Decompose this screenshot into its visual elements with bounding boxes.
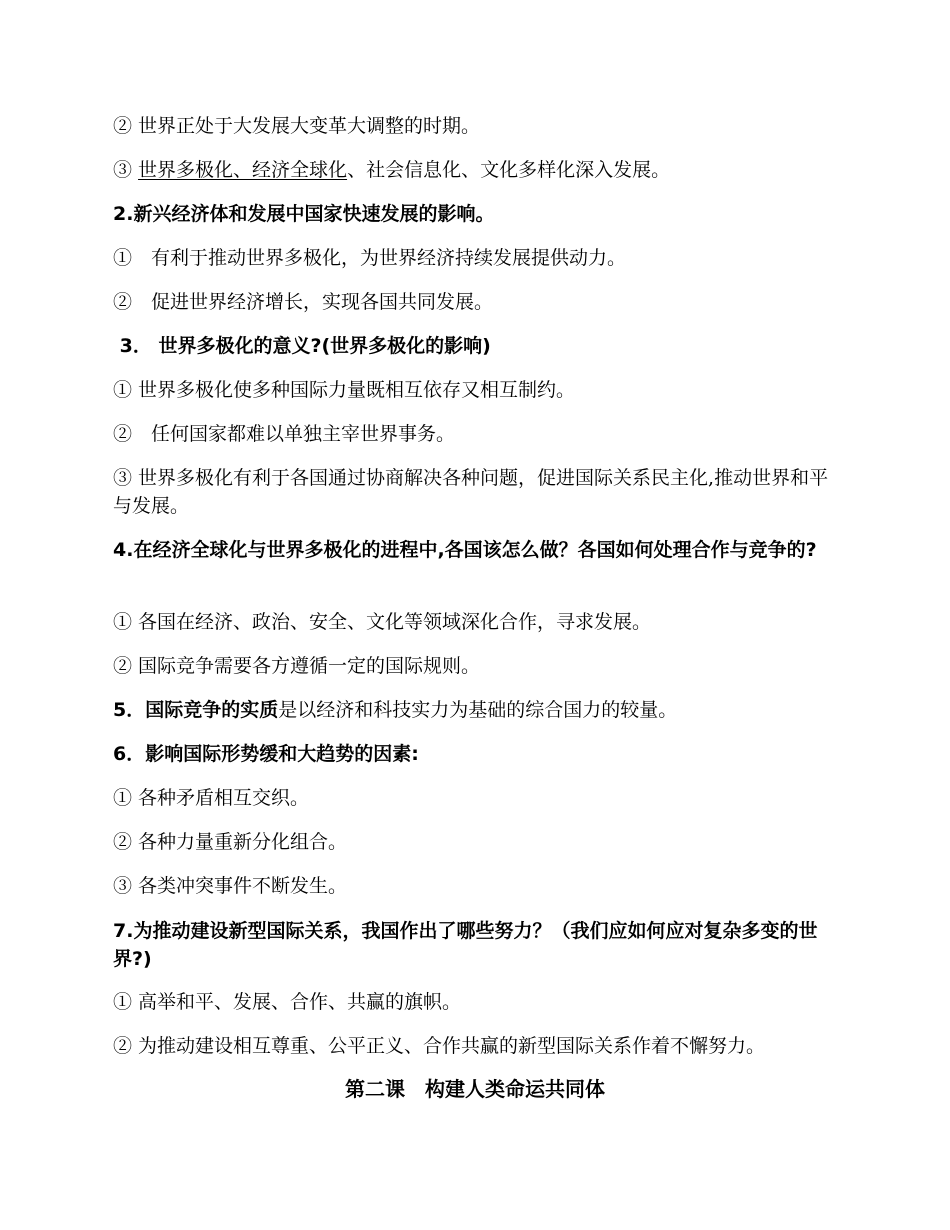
q6-item-3: ③ 各类冲突事件不断发生。 — [113, 875, 348, 897]
lesson-title: 第二课 构建人类命运共同体 — [345, 1077, 605, 1101]
q5-heading: 5．国际竞争的实质 — [113, 699, 279, 721]
intro-point-3-underlined: 世界多极化、经济全球化 — [138, 159, 348, 181]
intro-point-3-marker: ③ — [113, 159, 139, 181]
q4-item-2: ② 国际竞争需要各方遵循一定的国际规则。 — [113, 655, 481, 677]
q5-answer: 是以经济和科技实力为基础的综合国力的较量。 — [278, 699, 678, 721]
q4-heading: 4.在经济全球化与世界多极化的进程中,各国该怎么做？各国如何处理合作与竞争的? — [113, 539, 817, 561]
q4-item-1: ① 各国在经济、政治、安全、文化等领域深化合作，寻求发展。 — [113, 611, 652, 633]
q6-item-2: ② 各种力量重新分化组合。 — [113, 831, 348, 853]
q3-item-3: ③ 世界多极化有利于各国通过协商解决各种问题，促进国际关系民主化,推动世界和平与发展。 — [113, 467, 829, 517]
q7-item-2: ② 为推动建设相互尊重、公平正义、合作共赢的新型国际关系作着不懈努力。 — [113, 1035, 766, 1057]
intro-point-3-rest: 、社会信息化、文化多样化深入发展。 — [347, 159, 671, 181]
q3-item-1: ① 世界多极化使多种国际力量既相互依存又相互制约。 — [113, 379, 576, 401]
q6-heading: 6．影响国际形势缓和大趋势的因素: — [113, 743, 419, 765]
q3-item-2: ② 任何国家都难以单独主宰世界事务。 — [113, 423, 456, 445]
q2-item-1: ① 有利于推动世界多极化，为世界经济持续发展提供动力。 — [113, 247, 627, 269]
q3-heading: 3． 世界多极化的意义?(世界多极化的影响) — [113, 335, 491, 357]
q7-heading: 7.为推动建设新型国际关系，我国作出了哪些努力？（我们应如何应对复杂多变的世界?) — [113, 920, 818, 970]
intro-point-2: ② 世界正处于大发展大变革大调整的时期。 — [113, 115, 481, 137]
q6-item-1: ① 各种矛盾相互交织。 — [113, 787, 310, 809]
intro-point-3 — [113, 157, 853, 183]
q5-line — [113, 697, 853, 723]
q2-item-2: ② 促进世界经济增长，实现各国共同发展。 — [113, 291, 494, 313]
q7-item-1: ① 高举和平、发展、合作、共赢的旗帜。 — [113, 991, 462, 1013]
q2-heading: 2.新兴经济体和发展中国家快速发展的影响。 — [113, 203, 495, 225]
